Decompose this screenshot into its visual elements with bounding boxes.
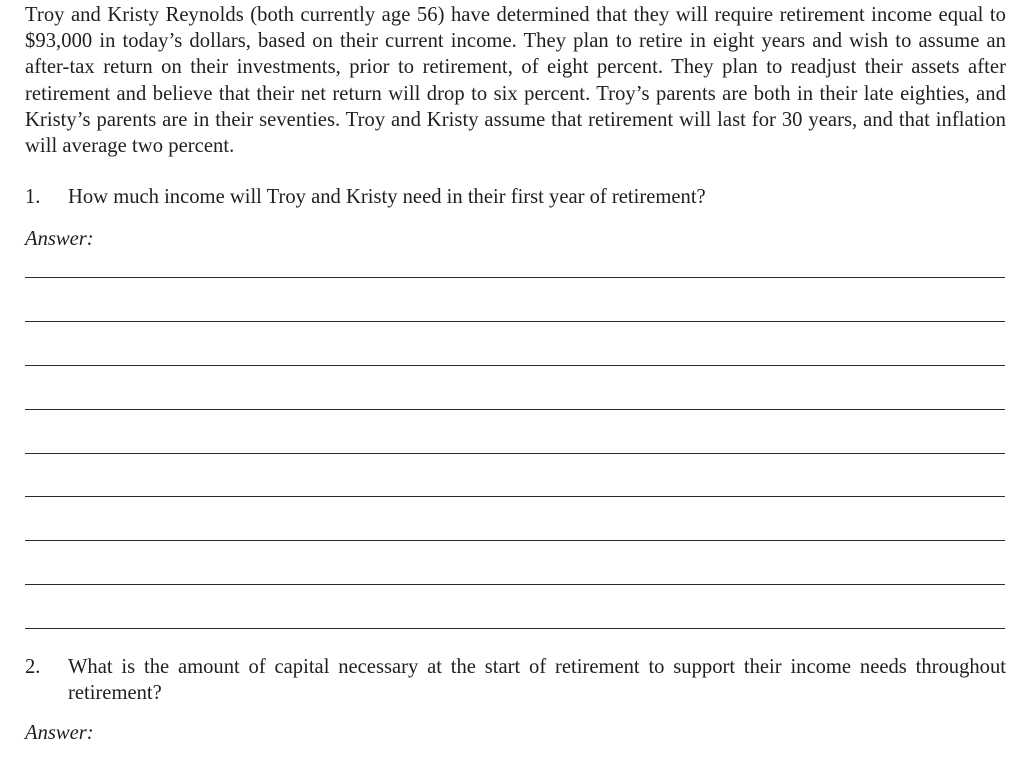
question-1 (25, 184, 1006, 210)
answer-label: Answer: (25, 722, 94, 744)
worksheet-page (25, 0, 1006, 744)
answer-line[interactable] (25, 453, 1005, 454)
answer-line[interactable] (25, 277, 1005, 278)
case-scenario-paragraph: Troy and Kristy Reynolds (both currently age 56) have determined that they will require retirement income equal to $93,000 in today’s dollars, based on their current income. They plan to retire in eight years and wish to assume an after-tax return on their investments, prior to retirement, of eight percent. They plan to readjust their assets after retirement and believe that their net return will drop to six percent. Troy’s parents are both in their late eighties, and Kristy’s parents are in their seventies. Troy and Kristy assume that retirement will last for 30 years, and that inflation will average two percent. (25, 4, 1006, 158)
question-2 (25, 654, 1006, 706)
answer-line[interactable] (25, 496, 1005, 497)
answer-line[interactable] (25, 584, 1005, 585)
answer-line[interactable] (25, 628, 1005, 629)
question-text: How much income will Troy and Kristy need in their first year of retirement? (68, 186, 706, 208)
answer-line[interactable] (25, 321, 1005, 322)
question-text: What is the amount of capital necessary at the start of retirement to support their income needs throughout retirement? (68, 656, 1006, 705)
question-number: 2. (25, 656, 41, 678)
answer-line[interactable] (25, 409, 1005, 410)
answer-line[interactable] (25, 365, 1005, 366)
question-number: 1. (25, 186, 41, 208)
answer-label: Answer: (25, 228, 94, 250)
answer-line[interactable] (25, 540, 1005, 541)
